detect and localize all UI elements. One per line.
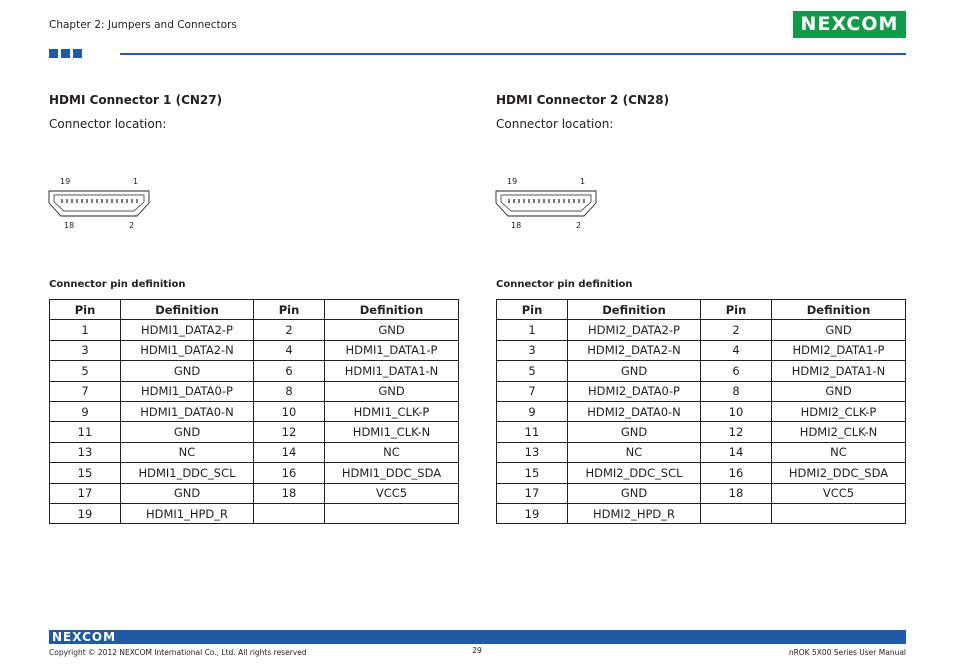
table-row bbox=[50, 463, 459, 483]
pin-number-cell: 7 bbox=[497, 381, 568, 401]
pin-number-cell: 5 bbox=[50, 361, 121, 381]
pin-definition-cell bbox=[325, 503, 459, 523]
nexcom-logo bbox=[793, 11, 906, 38]
pin-number-cell: 9 bbox=[50, 401, 121, 421]
pin-definition-cell bbox=[772, 503, 906, 523]
pin-definition-cell: HDMI2_DATA0-P bbox=[568, 381, 701, 401]
pin-definition-cell: HDMI2_CLK-N bbox=[772, 422, 906, 442]
pin-definition-cell: HDMI2_DATA1-N bbox=[772, 361, 906, 381]
left-pin-label-19: 19 bbox=[60, 177, 71, 186]
pin-number-cell: 14 bbox=[701, 442, 772, 462]
table-row bbox=[497, 442, 906, 462]
table-row bbox=[497, 422, 906, 442]
pin-definition-cell: NC bbox=[568, 442, 701, 462]
right-section-title: HDMI Connector 2 (CN28) bbox=[496, 93, 670, 107]
pin-definition-cell: GND bbox=[121, 361, 254, 381]
chapter-title: Chapter 2: Jumpers and Connectors bbox=[49, 19, 237, 31]
pin-definition-cell: HDMI1_DATA2-P bbox=[121, 320, 254, 340]
column-header: Pin bbox=[50, 300, 121, 320]
pin-number-cell bbox=[701, 503, 772, 523]
pin-definition-cell: NC bbox=[121, 442, 254, 462]
pin-number-cell: 4 bbox=[254, 340, 325, 360]
column-header: Pin bbox=[254, 300, 325, 320]
pin-definition-cell: HDMI2_HPD_R bbox=[568, 503, 701, 523]
table-row bbox=[50, 381, 459, 401]
pin-number-cell: 15 bbox=[50, 463, 121, 483]
table-row bbox=[50, 503, 459, 523]
table-header-row bbox=[50, 300, 459, 320]
pin-number-cell: 8 bbox=[254, 381, 325, 401]
table-row bbox=[50, 442, 459, 462]
pin-number-cell: 18 bbox=[254, 483, 325, 503]
pin-number-cell: 4 bbox=[701, 340, 772, 360]
pin-definition-cell: NC bbox=[772, 442, 906, 462]
pin-definition-cell: HDMI2_DATA1-P bbox=[772, 340, 906, 360]
pin-number-cell: 10 bbox=[254, 401, 325, 421]
pin-definition-cell: HDMI2_DATA2-N bbox=[568, 340, 701, 360]
right-pin-label-2: 2 bbox=[576, 221, 582, 230]
pin-number-cell: 10 bbox=[701, 401, 772, 421]
pin-number-cell: 3 bbox=[497, 340, 568, 360]
table-row bbox=[497, 463, 906, 483]
pin-definition-cell: HDMI2_DDC_SCL bbox=[568, 463, 701, 483]
pin-definition-cell: GND bbox=[568, 422, 701, 442]
pin-definition-cell: HDMI1_DATA2-N bbox=[121, 340, 254, 360]
pin-definition-cell: HDMI1_CLK-N bbox=[325, 422, 459, 442]
pin-definition-cell: HDMI1_DDC_SDA bbox=[325, 463, 459, 483]
column-header: Definition bbox=[121, 300, 254, 320]
pin-number-cell: 5 bbox=[497, 361, 568, 381]
right-pin-table bbox=[496, 299, 906, 524]
header-square bbox=[49, 49, 58, 58]
pin-definition-cell: GND bbox=[325, 320, 459, 340]
pin-definition-cell: HDMI1_CLK-P bbox=[325, 401, 459, 421]
pin-number-cell: 7 bbox=[50, 381, 121, 401]
right-pin-definition-label: Connector pin definition bbox=[496, 279, 633, 290]
copyright-text: Copyright © 2012 NEXCOM International Co., Ltd. All rights reserved bbox=[49, 648, 307, 657]
left-pin-label-1: 1 bbox=[133, 177, 139, 186]
right-hdmi-connector-diagram bbox=[492, 172, 602, 232]
logo-suffix: COM bbox=[846, 13, 899, 35]
pin-definition-cell: GND bbox=[772, 381, 906, 401]
left-location-label: Connector location: bbox=[49, 117, 167, 131]
right-location-label: Connector location: bbox=[496, 117, 614, 131]
table-header-row bbox=[497, 300, 906, 320]
pin-number-cell: 14 bbox=[254, 442, 325, 462]
left-pin-label-18: 18 bbox=[64, 221, 75, 230]
column-header: Pin bbox=[497, 300, 568, 320]
left-pin-definition-label: Connector pin definition bbox=[49, 279, 186, 290]
pin-definition-cell: HDMI1_DATA1-N bbox=[325, 361, 459, 381]
pin-definition-cell: GND bbox=[121, 422, 254, 442]
left-hdmi-connector-diagram bbox=[45, 172, 155, 232]
column-header: Pin bbox=[701, 300, 772, 320]
pin-definition-cell: HDMI1_DATA0-P bbox=[121, 381, 254, 401]
pin-number-cell: 6 bbox=[701, 361, 772, 381]
pin-definition-cell: HDMI2_DATA0-N bbox=[568, 401, 701, 421]
pin-number-cell: 17 bbox=[497, 483, 568, 503]
table-row bbox=[497, 401, 906, 421]
pin-definition-cell: GND bbox=[772, 320, 906, 340]
pin-definition-cell: HDMI1_DATA1-P bbox=[325, 340, 459, 360]
pin-number-cell: 12 bbox=[701, 422, 772, 442]
pin-number-cell: 1 bbox=[50, 320, 121, 340]
table-row bbox=[50, 340, 459, 360]
pin-number-cell: 13 bbox=[50, 442, 121, 462]
page-number: 29 bbox=[472, 646, 482, 655]
pin-definition-cell: GND bbox=[568, 483, 701, 503]
pin-number-cell: 19 bbox=[497, 503, 568, 523]
pin-number-cell: 1 bbox=[497, 320, 568, 340]
table-row bbox=[497, 483, 906, 503]
pin-definition-cell: GND bbox=[121, 483, 254, 503]
header-square bbox=[73, 49, 82, 58]
pin-number-cell: 2 bbox=[254, 320, 325, 340]
pin-definition-cell: HDMI1_DATA0-N bbox=[121, 401, 254, 421]
pin-number-cell: 11 bbox=[50, 422, 121, 442]
pin-number-cell bbox=[254, 503, 325, 523]
pin-number-cell: 18 bbox=[701, 483, 772, 503]
right-pin-label-1: 1 bbox=[580, 177, 586, 186]
pin-definition-cell: VCC5 bbox=[325, 483, 459, 503]
column-header: Definition bbox=[568, 300, 701, 320]
pin-number-cell: 15 bbox=[497, 463, 568, 483]
manual-title: nROK 5X00 Series User Manual bbox=[788, 648, 906, 657]
pin-definition-cell: HDMI2_DDC_SDA bbox=[772, 463, 906, 483]
pin-number-cell: 11 bbox=[497, 422, 568, 442]
footer-bar bbox=[49, 630, 906, 644]
pin-number-cell: 8 bbox=[701, 381, 772, 401]
table-row bbox=[497, 381, 906, 401]
logo-x: X bbox=[831, 13, 847, 35]
table-row bbox=[50, 483, 459, 503]
pin-number-cell: 16 bbox=[254, 463, 325, 483]
pin-number-cell: 12 bbox=[254, 422, 325, 442]
table-row bbox=[50, 422, 459, 442]
pin-number-cell: 3 bbox=[50, 340, 121, 360]
table-row bbox=[497, 503, 906, 523]
pin-definition-cell: HDMI1_HPD_R bbox=[121, 503, 254, 523]
pin-definition-cell: HDMI2_DATA2-P bbox=[568, 320, 701, 340]
header-square bbox=[61, 49, 70, 58]
column-header: Definition bbox=[772, 300, 906, 320]
pin-definition-cell: NC bbox=[325, 442, 459, 462]
pin-number-cell: 9 bbox=[497, 401, 568, 421]
table-row bbox=[50, 401, 459, 421]
pin-definition-cell: GND bbox=[568, 361, 701, 381]
table-row bbox=[497, 340, 906, 360]
pin-number-cell: 6 bbox=[254, 361, 325, 381]
column-header: Definition bbox=[325, 300, 459, 320]
pin-definition-cell: HDMI1_DDC_SCL bbox=[121, 463, 254, 483]
left-pin-label-2: 2 bbox=[129, 221, 135, 230]
table-row bbox=[497, 320, 906, 340]
footer-nexcom-logo: NEXCOM bbox=[52, 630, 117, 644]
pin-definition-cell: GND bbox=[325, 381, 459, 401]
pin-definition-cell: VCC5 bbox=[772, 483, 906, 503]
header-rule bbox=[120, 53, 906, 55]
pin-number-cell: 2 bbox=[701, 320, 772, 340]
pin-number-cell: 13 bbox=[497, 442, 568, 462]
pin-number-cell: 17 bbox=[50, 483, 121, 503]
table-row bbox=[50, 320, 459, 340]
left-pin-table bbox=[49, 299, 459, 524]
pin-number-cell: 16 bbox=[701, 463, 772, 483]
table-row bbox=[50, 361, 459, 381]
logo-prefix: NE bbox=[800, 13, 832, 35]
table-row bbox=[497, 361, 906, 381]
pin-number-cell: 19 bbox=[50, 503, 121, 523]
right-pin-label-18: 18 bbox=[511, 221, 522, 230]
pin-definition-cell: HDMI2_CLK-P bbox=[772, 401, 906, 421]
left-section-title: HDMI Connector 1 (CN27) bbox=[49, 93, 223, 107]
right-pin-label-19: 19 bbox=[507, 177, 518, 186]
